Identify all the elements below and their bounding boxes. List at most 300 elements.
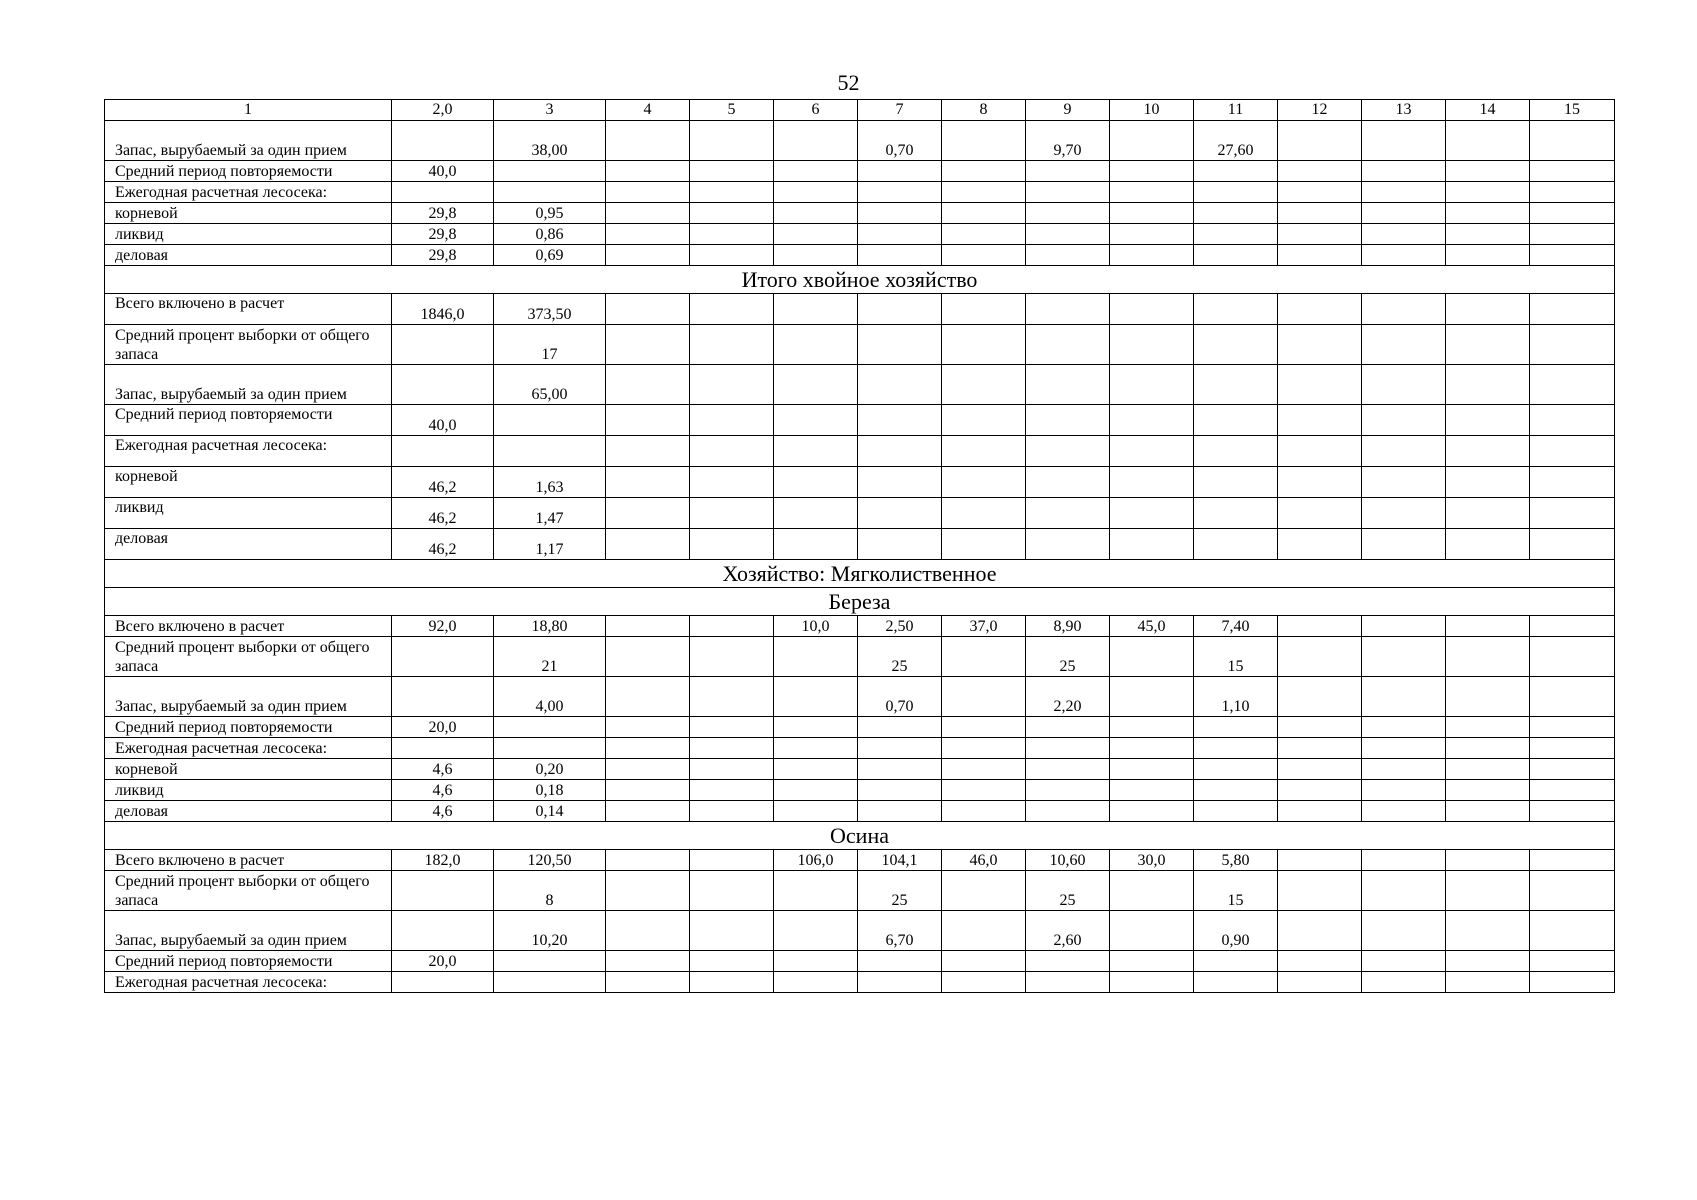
table-cell: 0,90	[1194, 911, 1278, 951]
table-cell	[1278, 759, 1362, 780]
row-label: Средний процент выборки от общего запаса	[105, 637, 392, 677]
column-number-10: 10	[1110, 100, 1194, 121]
table-cell	[392, 738, 494, 759]
table-row	[105, 467, 1615, 498]
table-row	[105, 405, 1615, 436]
table-row	[105, 911, 1615, 951]
table-cell	[858, 467, 942, 498]
table-cell: 2,20	[1026, 677, 1110, 717]
table-cell	[1530, 467, 1615, 498]
table-cell	[774, 529, 858, 560]
table-cell: 0,86	[494, 224, 606, 245]
table-cell	[1278, 972, 1362, 993]
table-cell	[858, 498, 942, 529]
table-cell: 20,0	[392, 717, 494, 738]
table-cell	[774, 780, 858, 801]
table-cell: 46,2	[392, 498, 494, 529]
table-row	[105, 294, 1615, 325]
table-cell	[1278, 203, 1362, 224]
table-cell: 0,14	[494, 801, 606, 822]
table-cell	[1194, 738, 1278, 759]
table-cell	[942, 677, 1026, 717]
table-cell	[392, 972, 494, 993]
table-cell	[1026, 436, 1110, 467]
table-cell	[858, 759, 942, 780]
table-cell	[774, 738, 858, 759]
section-title: Итого хвойное хозяйство	[105, 266, 1615, 294]
table-cell	[858, 436, 942, 467]
table-cell	[494, 951, 606, 972]
row-label: деловая	[105, 801, 392, 822]
table-cell	[606, 738, 690, 759]
table-cell	[1362, 161, 1446, 182]
table-cell	[1446, 161, 1530, 182]
table-cell	[606, 637, 690, 677]
table-cell	[1362, 203, 1446, 224]
table-cell	[1110, 224, 1194, 245]
table-cell	[1362, 717, 1446, 738]
table-cell	[606, 467, 690, 498]
table-cell	[1446, 637, 1530, 677]
table-cell	[1530, 951, 1615, 972]
table-cell: 29,8	[392, 203, 494, 224]
table-cell	[1110, 203, 1194, 224]
table-cell	[1194, 436, 1278, 467]
table-row	[105, 121, 1615, 161]
column-number-12: 12	[1278, 100, 1362, 121]
table-cell	[1446, 365, 1530, 405]
table-cell	[1530, 365, 1615, 405]
table-row	[105, 637, 1615, 677]
table-cell	[392, 325, 494, 365]
table-cell	[1446, 850, 1530, 871]
table-cell	[1194, 529, 1278, 560]
table-cell	[392, 436, 494, 467]
table-cell	[1194, 972, 1278, 993]
column-number-header-row	[105, 100, 1615, 121]
table-cell	[774, 121, 858, 161]
table-cell	[1362, 245, 1446, 266]
table-cell	[1110, 436, 1194, 467]
table-cell	[1362, 871, 1446, 911]
table-row	[105, 498, 1615, 529]
table-cell	[858, 294, 942, 325]
row-label: Запас, вырубаемый за один прием	[105, 911, 392, 951]
table-cell: 0,70	[858, 121, 942, 161]
table-cell: 0,95	[494, 203, 606, 224]
table-cell	[1278, 871, 1362, 911]
table-cell	[774, 245, 858, 266]
table-cell	[1530, 717, 1615, 738]
table-cell: 30,0	[1110, 850, 1194, 871]
section-heading-row	[105, 588, 1615, 616]
table-row	[105, 972, 1615, 993]
table-cell	[774, 203, 858, 224]
table-cell	[1194, 801, 1278, 822]
table-cell	[942, 182, 1026, 203]
table-cell	[690, 677, 774, 717]
table-cell	[1110, 871, 1194, 911]
table-cell	[858, 365, 942, 405]
table-cell	[1110, 911, 1194, 951]
table-cell	[1362, 801, 1446, 822]
table-cell	[606, 717, 690, 738]
table-row	[105, 616, 1615, 637]
table-cell	[1026, 498, 1110, 529]
table-cell	[1278, 182, 1362, 203]
table-cell	[690, 972, 774, 993]
table-row	[105, 871, 1615, 911]
table-cell: 104,1	[858, 850, 942, 871]
row-label: Средний период повторяемости	[105, 161, 392, 182]
table-cell	[1026, 405, 1110, 436]
table-cell: 4,00	[494, 677, 606, 717]
table-cell	[1278, 325, 1362, 365]
table-cell	[606, 365, 690, 405]
table-cell: 106,0	[774, 850, 858, 871]
table-cell	[392, 637, 494, 677]
section-heading-row	[105, 266, 1615, 294]
table-cell	[690, 405, 774, 436]
table-cell	[942, 121, 1026, 161]
table-cell	[690, 780, 774, 801]
table-cell	[858, 405, 942, 436]
table-cell: 92,0	[392, 616, 494, 637]
table-cell	[392, 911, 494, 951]
column-number-3: 3	[494, 100, 606, 121]
table-cell	[1278, 365, 1362, 405]
table-cell	[1446, 951, 1530, 972]
table-cell: 25	[1026, 871, 1110, 911]
table-row	[105, 182, 1615, 203]
column-number-13: 13	[1362, 100, 1446, 121]
table-cell	[392, 365, 494, 405]
table-cell	[774, 436, 858, 467]
table-cell	[774, 467, 858, 498]
column-number-9: 9	[1026, 100, 1110, 121]
table-cell: 15	[1194, 871, 1278, 911]
table-row	[105, 759, 1615, 780]
table-cell	[690, 365, 774, 405]
table-cell	[942, 801, 1026, 822]
table-cell	[1446, 717, 1530, 738]
table-cell	[1278, 850, 1362, 871]
table-cell	[690, 759, 774, 780]
column-number-1: 1	[105, 100, 392, 121]
table-cell: 10,60	[1026, 850, 1110, 871]
table-cell	[1110, 365, 1194, 405]
row-label: Средний период повторяемости	[105, 717, 392, 738]
table-cell	[1362, 850, 1446, 871]
table-cell	[690, 294, 774, 325]
table-cell	[942, 759, 1026, 780]
table-cell	[690, 498, 774, 529]
table-cell	[1530, 738, 1615, 759]
table-cell	[858, 801, 942, 822]
table-cell	[1278, 498, 1362, 529]
table-cell	[1362, 365, 1446, 405]
table-cell	[606, 405, 690, 436]
table-cell	[1026, 801, 1110, 822]
table-cell	[1362, 224, 1446, 245]
table-cell: 65,00	[494, 365, 606, 405]
table-cell	[1530, 224, 1615, 245]
table-cell	[1362, 121, 1446, 161]
table-cell	[690, 738, 774, 759]
table-row	[105, 780, 1615, 801]
table-cell	[606, 616, 690, 637]
table-cell	[1530, 121, 1615, 161]
table-cell	[1362, 436, 1446, 467]
table-cell: 25	[858, 637, 942, 677]
table-cell	[1446, 245, 1530, 266]
table-cell	[774, 637, 858, 677]
table-cell	[690, 325, 774, 365]
column-number-2: 2,0	[392, 100, 494, 121]
table-cell	[606, 121, 690, 161]
table-cell	[1194, 224, 1278, 245]
table-cell	[1362, 951, 1446, 972]
row-label: Ежегодная расчетная лесосека:	[105, 182, 392, 203]
table-cell	[690, 245, 774, 266]
table-cell	[942, 365, 1026, 405]
table-cell: 46,2	[392, 467, 494, 498]
row-label: корневой	[105, 759, 392, 780]
table-cell	[858, 325, 942, 365]
table-cell	[1446, 224, 1530, 245]
row-label: Ежегодная расчетная лесосека:	[105, 972, 392, 993]
table-cell: 5,80	[1194, 850, 1278, 871]
table-cell: 182,0	[392, 850, 494, 871]
table-row	[105, 677, 1615, 717]
table-cell	[392, 182, 494, 203]
table-cell	[690, 911, 774, 951]
table-cell: 25	[858, 871, 942, 911]
table-cell: 21	[494, 637, 606, 677]
row-label: Всего включено в расчет	[105, 850, 392, 871]
table-cell	[942, 951, 1026, 972]
row-label: корневой	[105, 203, 392, 224]
row-label: Запас, вырубаемый за один прием	[105, 365, 392, 405]
table-cell: 15	[1194, 637, 1278, 677]
row-label: корневой	[105, 467, 392, 498]
table-cell: 10,0	[774, 616, 858, 637]
table-cell	[1446, 911, 1530, 951]
column-number-11: 11	[1194, 100, 1278, 121]
table-cell	[1110, 405, 1194, 436]
table-row	[105, 801, 1615, 822]
table-cell	[690, 850, 774, 871]
table-row	[105, 365, 1615, 405]
table-cell	[1446, 871, 1530, 911]
table-cell	[690, 203, 774, 224]
table-cell	[606, 911, 690, 951]
table-cell	[1278, 245, 1362, 266]
table-cell	[1194, 245, 1278, 266]
table-cell	[1194, 780, 1278, 801]
table-cell	[1278, 677, 1362, 717]
table-cell	[942, 529, 1026, 560]
table-cell: 373,50	[494, 294, 606, 325]
table-cell: 4,6	[392, 780, 494, 801]
table-cell	[942, 738, 1026, 759]
table-cell	[1110, 245, 1194, 266]
table-cell	[1278, 467, 1362, 498]
table-cell: 0,69	[494, 245, 606, 266]
table-cell	[606, 759, 690, 780]
table-cell	[494, 436, 606, 467]
table-cell	[690, 436, 774, 467]
table-cell	[392, 871, 494, 911]
table-cell	[1026, 365, 1110, 405]
table-cell	[942, 436, 1026, 467]
table-cell	[606, 871, 690, 911]
table-cell	[1362, 529, 1446, 560]
table-cell	[606, 182, 690, 203]
table-cell	[1110, 780, 1194, 801]
column-number-6: 6	[774, 100, 858, 121]
table-cell	[1446, 738, 1530, 759]
table-cell	[494, 161, 606, 182]
table-cell	[774, 182, 858, 203]
table-cell	[1446, 121, 1530, 161]
table-cell	[1194, 325, 1278, 365]
table-cell: 2,50	[858, 616, 942, 637]
table-cell	[606, 780, 690, 801]
table-cell	[1446, 780, 1530, 801]
table-cell	[1530, 972, 1615, 993]
table-cell	[1530, 911, 1615, 951]
row-label: Запас, вырубаемый за один прием	[105, 677, 392, 717]
table-cell: 4,6	[392, 801, 494, 822]
table-cell	[1194, 467, 1278, 498]
table-cell	[606, 951, 690, 972]
table-cell	[1530, 759, 1615, 780]
table-cell: 1,47	[494, 498, 606, 529]
table-cell	[942, 780, 1026, 801]
table-cell	[1026, 759, 1110, 780]
table-cell	[1530, 436, 1615, 467]
table-cell	[606, 203, 690, 224]
column-number-8: 8	[942, 100, 1026, 121]
table-cell: 46,0	[942, 850, 1026, 871]
table-cell	[1530, 801, 1615, 822]
section-title: Хозяйство: Мягколиственное	[105, 560, 1615, 588]
table-cell	[1530, 850, 1615, 871]
table-cell	[1026, 738, 1110, 759]
row-label: Средний период повторяемости	[105, 405, 392, 436]
table-cell	[1530, 871, 1615, 911]
table-cell	[690, 529, 774, 560]
table-cell	[858, 780, 942, 801]
table-cell: 27,60	[1194, 121, 1278, 161]
table-cell	[774, 951, 858, 972]
table-cell	[1278, 616, 1362, 637]
column-number-15: 15	[1530, 100, 1615, 121]
table-cell	[1110, 717, 1194, 738]
table-cell	[1194, 951, 1278, 972]
table-cell	[1278, 529, 1362, 560]
table-cell	[774, 294, 858, 325]
table-cell	[858, 972, 942, 993]
table-cell	[494, 405, 606, 436]
table-cell	[690, 161, 774, 182]
column-number-7: 7	[858, 100, 942, 121]
table-row	[105, 436, 1615, 467]
table-cell	[1530, 616, 1615, 637]
column-number-5: 5	[690, 100, 774, 121]
table-cell: 20,0	[392, 951, 494, 972]
table-cell	[774, 224, 858, 245]
table-cell	[690, 637, 774, 677]
table-cell	[1194, 759, 1278, 780]
table-cell	[1110, 182, 1194, 203]
table-cell	[1362, 294, 1446, 325]
table-cell	[606, 161, 690, 182]
table-cell	[1446, 182, 1530, 203]
table-cell	[690, 717, 774, 738]
table-cell	[1446, 203, 1530, 224]
table-cell	[1530, 780, 1615, 801]
table-cell	[1530, 182, 1615, 203]
table-cell	[942, 245, 1026, 266]
table-cell	[392, 677, 494, 717]
table-cell	[942, 203, 1026, 224]
table-cell	[1446, 529, 1530, 560]
table-cell	[1530, 203, 1615, 224]
table-cell	[858, 529, 942, 560]
table-cell: 120,50	[494, 850, 606, 871]
table-cell	[1026, 203, 1110, 224]
table-cell	[1362, 467, 1446, 498]
table-cell	[774, 717, 858, 738]
table-cell	[1446, 294, 1530, 325]
table-cell	[1362, 182, 1446, 203]
table-cell	[1110, 121, 1194, 161]
table-cell	[1026, 224, 1110, 245]
table-cell	[942, 405, 1026, 436]
table-cell: 4,6	[392, 759, 494, 780]
table-cell	[1194, 182, 1278, 203]
table-cell: 18,80	[494, 616, 606, 637]
table-cell	[1194, 717, 1278, 738]
section-title: Осина	[105, 822, 1615, 850]
table-cell: 45,0	[1110, 616, 1194, 637]
table-cell	[1110, 972, 1194, 993]
table-cell	[942, 224, 1026, 245]
table-cell	[606, 972, 690, 993]
table-cell	[1110, 951, 1194, 972]
table-cell	[1110, 294, 1194, 325]
table-cell	[774, 801, 858, 822]
table-cell	[942, 911, 1026, 951]
table-row	[105, 951, 1615, 972]
table-cell	[774, 161, 858, 182]
table-cell	[606, 677, 690, 717]
table-cell	[1362, 616, 1446, 637]
table-cell	[1446, 616, 1530, 637]
table-cell	[1278, 436, 1362, 467]
table-row	[105, 224, 1615, 245]
table-cell	[942, 325, 1026, 365]
table-cell	[942, 467, 1026, 498]
table-cell	[1278, 161, 1362, 182]
table-cell	[494, 182, 606, 203]
row-label: деловая	[105, 245, 392, 266]
table-cell	[858, 738, 942, 759]
table-cell	[1362, 972, 1446, 993]
table-cell	[1110, 637, 1194, 677]
